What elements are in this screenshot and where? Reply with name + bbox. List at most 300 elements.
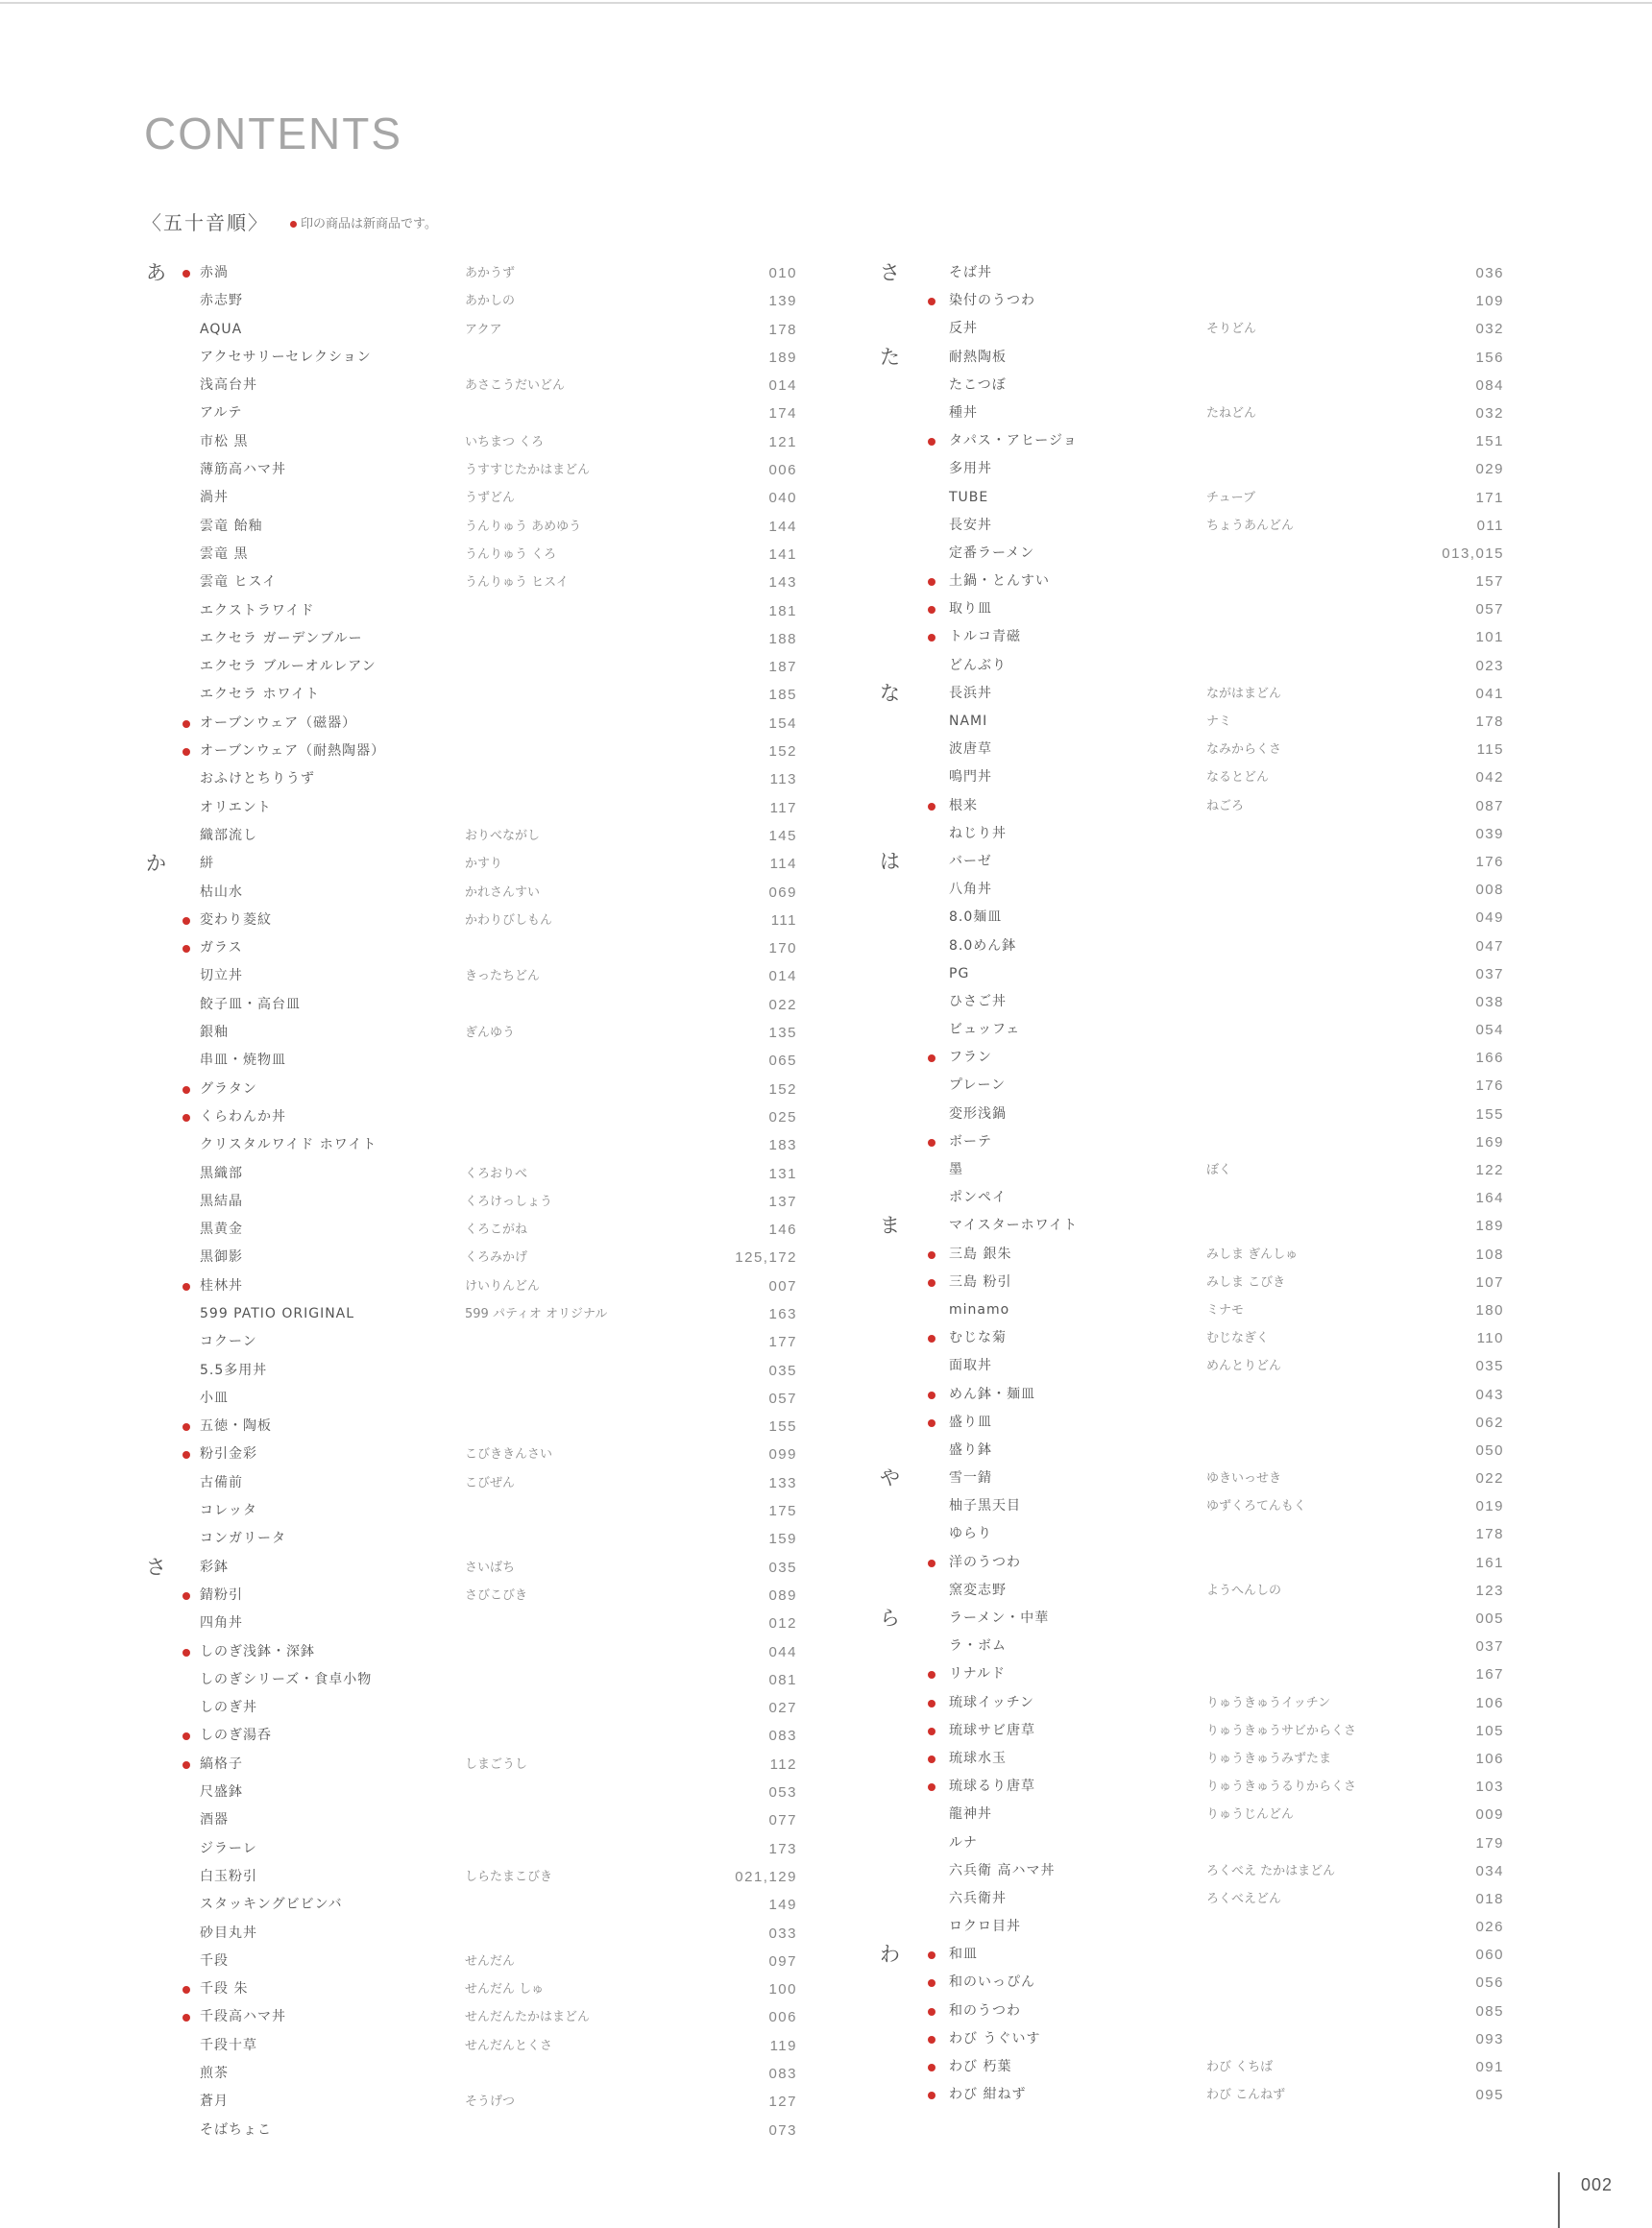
index-entry — [142, 1328, 814, 1356]
index-entry — [876, 1072, 1518, 1100]
entry-name: アルテ — [200, 405, 243, 422]
entry-name: 六兵衛 高ハマ丼 — [949, 1862, 1056, 1878]
index-entry — [142, 738, 814, 765]
new-item-dot-icon — [928, 1139, 935, 1147]
entry-page-number: 057 — [1475, 601, 1504, 618]
entry-name: 白玉粉引 — [200, 1868, 257, 1884]
entry-name: 反丼 — [949, 321, 978, 337]
entry-page-number: 137 — [768, 1193, 797, 1210]
entry-reading: あかうず — [465, 266, 516, 280]
entry-page-number: 021,129 — [735, 1868, 797, 1885]
index-entry — [876, 1465, 1518, 1492]
entry-page-number: 010 — [768, 265, 797, 281]
entry-page-number: 146 — [768, 1222, 797, 1239]
entry-name: 銀釉 — [200, 1025, 229, 1041]
entry-reading: きったちどん — [465, 969, 541, 984]
entry-name: スタッキングビビンバ — [200, 1897, 343, 1913]
new-item-dot-icon — [182, 1086, 190, 1094]
index-entry — [876, 315, 1518, 343]
entry-name: 八角丼 — [949, 882, 992, 898]
entry-page-number: 127 — [768, 2094, 797, 2111]
index-entry — [142, 428, 814, 456]
entry-name: オーブンウェア（耐熱陶器） — [200, 743, 386, 760]
kana-section-heading: わ — [880, 1943, 900, 1967]
entry-name: むじな菊 — [949, 1330, 1007, 1346]
entry-page-number: 099 — [768, 1446, 797, 1464]
entry-page-number: 037 — [1475, 965, 1504, 982]
entry-page-number: 159 — [768, 1531, 797, 1548]
entry-name: エクセラ ホワイト — [200, 687, 321, 703]
entry-name: プレーン — [949, 1078, 1007, 1094]
entry-reading: ねごろ — [1206, 798, 1245, 813]
entry-page-number: 081 — [768, 1671, 797, 1688]
entry-page-number: 113 — [769, 771, 797, 788]
entry-name: 薄筋高ハマ丼 — [200, 462, 286, 478]
entry-name: 千段 朱 — [200, 1981, 249, 1998]
index-entry — [876, 455, 1518, 483]
entry-page-number: 144 — [768, 518, 797, 535]
entry-name: 取り皿 — [949, 601, 992, 618]
entry-page-number: 163 — [768, 1305, 797, 1322]
entry-page-number: 152 — [768, 1080, 797, 1098]
entry-page-number: 155 — [1475, 1105, 1504, 1123]
new-item-dot-icon — [928, 1054, 935, 1062]
entry-name: 柚子黒天目 — [949, 1498, 1021, 1514]
page-title: CONTENTS — [144, 109, 402, 158]
entry-name: 黒黄金 — [200, 1222, 243, 1238]
index-entry — [142, 259, 814, 287]
kana-section-heading: さ — [146, 1555, 166, 1579]
entry-page-number: 006 — [768, 462, 797, 479]
entry-reading: そうげつ — [465, 2095, 516, 2110]
entry-page-number: 125,172 — [735, 1249, 797, 1267]
entry-name: 千段十草 — [200, 2037, 257, 2053]
entry-reading: おりべながし — [465, 828, 541, 843]
entry-reading: こびききんさい — [465, 1447, 553, 1463]
entry-page-number: 044 — [768, 1643, 797, 1660]
entry-name: トルコ青磁 — [949, 629, 1021, 645]
entry-page-number: 189 — [1475, 1218, 1504, 1235]
kana-section-heading: あ — [146, 261, 166, 284]
index-entry — [876, 876, 1518, 904]
index-entry — [142, 1300, 814, 1328]
entry-name: ラーメン・中華 — [949, 1610, 1050, 1626]
entry-page-number: 022 — [768, 996, 797, 1013]
entry-page-number: 185 — [768, 687, 797, 704]
entry-page-number: 014 — [768, 968, 797, 985]
entry-page-number: 035 — [768, 1559, 797, 1576]
index-entry — [876, 287, 1518, 315]
entry-name: 変形浅鍋 — [949, 1105, 1007, 1122]
new-item-dot-icon — [928, 1783, 935, 1791]
entry-reading: くろおりべ — [465, 1166, 528, 1181]
index-entry — [876, 960, 1518, 988]
entry-page-number: 155 — [768, 1418, 797, 1436]
entry-name: エクセラ ブルーオルレアン — [200, 659, 377, 675]
entry-reading: さいばち — [465, 1560, 516, 1575]
index-entry — [876, 1773, 1518, 1801]
entry-name: 蒼月 — [200, 2094, 229, 2110]
index-entry — [142, 1469, 814, 1497]
index-column-left — [142, 259, 814, 2144]
index-entry — [876, 1660, 1518, 1688]
index-entry — [876, 1492, 1518, 1520]
index-entry — [876, 820, 1518, 848]
index-entry — [876, 1885, 1518, 1913]
entry-page-number: 023 — [1475, 657, 1504, 674]
entry-reading: ようへんしの — [1206, 1583, 1282, 1598]
new-item-dot-icon — [182, 1451, 190, 1459]
entry-page-number: 109 — [1475, 293, 1504, 310]
index-entry — [876, 988, 1518, 1016]
entry-page-number: 179 — [1475, 1834, 1504, 1852]
new-item-dot-icon — [928, 2092, 935, 2099]
entry-page-number: 057 — [768, 1390, 797, 1407]
entry-name: フラン — [949, 1050, 992, 1066]
index-entry — [876, 1941, 1518, 1969]
index-entry — [876, 1101, 1518, 1128]
index-entry — [876, 2053, 1518, 2081]
entry-page-number: 107 — [1475, 1273, 1504, 1291]
index-entry — [876, 1241, 1518, 1269]
entry-name: 渦丼 — [200, 490, 229, 506]
index-entry — [876, 1717, 1518, 1745]
kana-section-heading: ま — [880, 1214, 900, 1238]
entry-page-number: 084 — [1475, 376, 1504, 394]
index-entry — [876, 1044, 1518, 1072]
index-entry — [142, 1131, 814, 1159]
entry-name: NAMI — [949, 714, 988, 729]
entry-page-number: 101 — [1475, 629, 1504, 646]
index-entry — [142, 653, 814, 681]
entry-page-number: 178 — [768, 321, 797, 338]
new-item-dot-icon — [928, 2036, 935, 2044]
entry-page-number: 012 — [768, 1615, 797, 1633]
entry-name: オーブンウェア（磁器） — [200, 714, 357, 731]
entry-name: AQUA — [200, 321, 243, 337]
index-entry — [142, 934, 814, 962]
entry-name: 枯山水 — [200, 884, 243, 900]
entry-name: 三島 銀朱 — [949, 1246, 1012, 1262]
entry-reading: うずどん — [465, 491, 516, 506]
entry-reading: ゆずくろてんもく — [1206, 1499, 1306, 1514]
entry-name: しのぎ浅鉢・深鉢 — [200, 1643, 315, 1659]
entry-name: 錆粉引 — [200, 1586, 243, 1603]
index-entry — [142, 1525, 814, 1553]
entry-name: 四角丼 — [200, 1615, 243, 1632]
entry-reading: くろみかげ — [465, 1250, 528, 1266]
index-entry — [876, 2025, 1518, 2053]
entry-page-number: 005 — [1475, 1610, 1504, 1627]
index-entry — [142, 2117, 814, 2144]
entry-page-number: 141 — [768, 545, 797, 563]
entry-name: 琉球水玉 — [949, 1750, 1007, 1766]
entry-name: 千段高ハマ丼 — [200, 2009, 286, 2025]
index-entry — [876, 2081, 1518, 2109]
index-entry — [876, 427, 1518, 455]
entry-name: わび 朽葉 — [949, 2059, 1012, 2074]
entry-name: ジラーレ — [200, 1840, 257, 1856]
new-item-dot-icon — [182, 720, 190, 728]
index-entry — [876, 484, 1518, 512]
index-entry — [142, 1076, 814, 1103]
entry-name: 定番ラーメン — [949, 545, 1035, 561]
entry-reading: うんりゅう ヒスイ — [465, 575, 569, 591]
index-entry — [876, 680, 1518, 708]
index-entry — [876, 1633, 1518, 1660]
index-entry — [142, 1751, 814, 1779]
index-subtitle — [142, 207, 269, 235]
entry-reading: かわりびしもん — [465, 912, 553, 928]
entry-page-number: 014 — [768, 377, 797, 395]
index-entry — [876, 1156, 1518, 1184]
entry-name: オリエント — [200, 799, 272, 815]
entry-name: わび うぐいす — [949, 2030, 1041, 2046]
entry-name: 五徳・陶板 — [200, 1418, 272, 1435]
kana-section-heading: さ — [880, 261, 900, 284]
entry-name: minamo — [949, 1301, 1010, 1318]
entry-reading: せんだん しゅ — [465, 1982, 545, 1998]
entry-page-number: 154 — [768, 714, 797, 732]
entry-name: 雲竜 黒 — [200, 545, 249, 562]
index-entry — [142, 1582, 814, 1610]
entry-reading: 599 パティオ オリジナル — [465, 1306, 608, 1321]
new-item-dot-icon — [928, 2064, 935, 2071]
entry-page-number: 043 — [1475, 1386, 1504, 1403]
new-item-dot-icon — [928, 1951, 935, 1959]
entry-page-number: 049 — [1475, 909, 1504, 927]
entry-page-number: 171 — [1475, 489, 1504, 506]
kana-section-heading: た — [880, 345, 900, 369]
entry-page-number: 151 — [1475, 433, 1504, 450]
entry-page-number: 054 — [1475, 1022, 1504, 1039]
entry-name: ひさご丼 — [949, 993, 1007, 1009]
new-item-dot-icon — [182, 2014, 190, 2022]
entry-page-number: 040 — [768, 490, 797, 507]
entry-page-number: 060 — [1475, 1947, 1504, 1964]
entry-page-number: 170 — [768, 940, 797, 957]
entry-reading: あさこうだいどん — [465, 378, 566, 394]
entry-reading: りゅうきゅうるりからくさ — [1206, 1780, 1357, 1795]
entry-name: しのぎシリーズ・食卓小物 — [200, 1671, 373, 1687]
entry-page-number: 025 — [768, 1108, 797, 1126]
entry-page-number: 038 — [1475, 993, 1504, 1010]
entry-page-number: 032 — [1475, 404, 1504, 422]
new-item-dot-icon — [928, 298, 935, 305]
entry-page-number: 169 — [1475, 1133, 1504, 1150]
new-item-dot-icon — [928, 1700, 935, 1707]
entry-page-number: 180 — [1475, 1301, 1504, 1319]
index-entry — [876, 1689, 1518, 1717]
index-entry — [142, 1103, 814, 1131]
new-item-dot-icon — [182, 1986, 190, 1994]
entry-page-number: 100 — [768, 1981, 797, 1998]
entry-page-number: 122 — [1475, 1162, 1504, 1178]
new-item-dot-icon — [928, 1392, 935, 1399]
entry-name: 盛り鉢 — [949, 1441, 992, 1458]
entry-reading: ゆきいっせき — [1206, 1471, 1282, 1487]
entry-reading: りゅうきゅうみずたま — [1206, 1751, 1332, 1766]
new-item-dot-icon — [928, 634, 935, 642]
entry-name: 面取丼 — [949, 1358, 992, 1374]
entry-page-number: 111 — [770, 911, 797, 929]
entry-page-number: 050 — [1475, 1441, 1504, 1459]
index-entry — [142, 1694, 814, 1722]
index-entry — [876, 595, 1518, 623]
entry-name: 根来 — [949, 797, 978, 813]
entry-name: 長安丼 — [949, 517, 992, 533]
index-subtitle-text: 〈五十音順〉 — [142, 211, 269, 234]
entry-name: わび 紺ねず — [949, 2087, 1027, 2103]
entry-name: 雲竜 ヒスイ — [200, 574, 278, 591]
entry-page-number: 085 — [1475, 2002, 1504, 2020]
entry-name: 鳴門丼 — [949, 769, 992, 786]
index-entry — [876, 1437, 1518, 1465]
entry-name: 599 PATIO ORIGINAL — [200, 1305, 355, 1321]
kana-section-heading: や — [880, 1466, 900, 1490]
new-item-dot-icon — [928, 1979, 935, 1987]
entry-reading: チューブ — [1206, 490, 1255, 505]
index-entry — [876, 1352, 1518, 1380]
entry-page-number: 018 — [1475, 1890, 1504, 1907]
entry-name: 織部流し — [200, 827, 257, 843]
index-entry — [142, 1441, 814, 1468]
entry-page-number: 152 — [768, 743, 797, 761]
entry-reading: ちょうあんどん — [1206, 518, 1295, 533]
entry-name: しのぎ湯呑 — [200, 1728, 272, 1744]
kana-section-heading: は — [880, 849, 900, 873]
entry-page-number: 009 — [1475, 1806, 1504, 1824]
entry-page-number: 036 — [1475, 265, 1504, 281]
index-entry — [142, 1666, 814, 1694]
entry-reading: わび こんねず — [1206, 2088, 1286, 2103]
entry-reading: みしま こびき — [1206, 1274, 1286, 1290]
entry-reading: ナミ — [1206, 714, 1232, 729]
entry-page-number: 083 — [768, 2066, 797, 2082]
entry-reading: そりどん — [1206, 322, 1257, 337]
entry-name: 種丼 — [949, 404, 978, 421]
entry-page-number: 041 — [1475, 685, 1504, 702]
new-item-dot-icon — [928, 1335, 935, 1343]
entry-page-number: 026 — [1475, 1919, 1504, 1936]
new-item-dot-icon — [928, 803, 935, 811]
new-item-dot-icon — [182, 1649, 190, 1657]
index-entry — [876, 1969, 1518, 1997]
entry-name: 盛り皿 — [949, 1414, 992, 1430]
entry-page-number: 097 — [768, 1952, 797, 1970]
entry-page-number: 161 — [1475, 1554, 1504, 1571]
index-entry — [142, 1891, 814, 1919]
index-entry — [142, 2032, 814, 2060]
entry-reading: くろこがね — [465, 1223, 528, 1238]
kana-section-heading: ら — [880, 1607, 900, 1630]
entry-reading: ぎんゆう — [465, 1026, 516, 1041]
index-entry — [876, 1269, 1518, 1296]
index-entry — [142, 569, 814, 596]
entry-page-number: 178 — [1475, 1526, 1504, 1543]
index-entry — [876, 1605, 1518, 1633]
entry-name: 変わり菱紋 — [200, 911, 272, 928]
entry-page-number: 156 — [1475, 349, 1504, 366]
page-number: 002 — [1558, 2172, 1652, 2228]
new-item-dot-icon — [928, 606, 935, 614]
new-item-dot-icon — [928, 578, 935, 586]
entry-reading: かれさんすい — [465, 884, 541, 900]
new-item-dot-icon — [928, 1728, 935, 1735]
entry-page-number: 164 — [1475, 1190, 1504, 1207]
entry-page-number: 115 — [1476, 741, 1504, 759]
entry-name: クリスタルワイド ホワイト — [200, 1137, 377, 1153]
entry-name: リナルド — [949, 1666, 1007, 1683]
entry-name: 耐熱陶板 — [949, 349, 1007, 365]
index-entry — [142, 1272, 814, 1300]
entry-page-number: 108 — [1475, 1246, 1504, 1263]
entry-page-number: 123 — [1475, 1582, 1504, 1599]
index-entry — [142, 372, 814, 400]
legend-text: 印の商品は新商品です。 — [301, 217, 437, 231]
entry-page-number: 105 — [1475, 1722, 1504, 1739]
entry-page-number: 106 — [1475, 1694, 1504, 1711]
new-item-dot-icon — [928, 1279, 935, 1287]
entry-page-number: 035 — [768, 1362, 797, 1379]
index-entry — [142, 1948, 814, 1975]
entry-name: どんぶり — [949, 657, 1007, 673]
entry-name: ルナ — [949, 1834, 978, 1851]
entry-name: エクセラ ガーデンブルー — [200, 630, 363, 646]
entry-reading: ろくべえ たかはまどん — [1206, 1863, 1336, 1878]
index-entry — [142, 287, 814, 315]
entry-name: ねじり丼 — [949, 825, 1007, 841]
entry-name: 琉球サビ唐草 — [949, 1722, 1035, 1738]
index-entry — [142, 1385, 814, 1413]
entry-reading: わび くちば — [1206, 2060, 1274, 2074]
index-entry — [142, 907, 814, 934]
entry-name: 8.0麺皿 — [949, 909, 1003, 926]
entry-page-number: 188 — [768, 630, 797, 647]
entry-page-number: 035 — [1475, 1358, 1504, 1375]
entry-page-number: 073 — [768, 2121, 797, 2139]
kana-section-heading: な — [880, 681, 900, 705]
entry-page-number: 178 — [1475, 714, 1504, 730]
entry-name: 六兵衛丼 — [949, 1890, 1007, 1906]
index-entry — [142, 1920, 814, 1948]
index-entry — [142, 962, 814, 990]
entry-name: ラ・ボム — [949, 1638, 1007, 1655]
entry-page-number: 145 — [768, 827, 797, 844]
index-entry — [142, 456, 814, 484]
entry-name: 千段 — [200, 1952, 229, 1969]
index-entry — [876, 1520, 1518, 1548]
entry-name: 串皿・焼物皿 — [200, 1053, 286, 1069]
kana-section-heading: か — [146, 852, 166, 876]
index-entry — [142, 1806, 814, 1834]
entry-page-number: 011 — [1476, 517, 1504, 534]
entry-name: 三島 粉引 — [949, 1273, 1012, 1290]
entry-page-number: 103 — [1475, 1779, 1504, 1796]
new-item-dot-icon — [928, 1419, 935, 1427]
entry-page-number: 029 — [1475, 461, 1504, 478]
entry-page-number: 173 — [768, 1840, 797, 1857]
new-item-dot-icon — [928, 2008, 935, 2016]
index-entry — [142, 1722, 814, 1750]
entry-name: コレッタ — [200, 1503, 257, 1519]
index-entry — [142, 2060, 814, 2088]
index-entry — [876, 1998, 1518, 2025]
entry-reading: ぼく — [1206, 1163, 1232, 1177]
index-entry — [142, 1610, 814, 1637]
index-entry — [876, 1913, 1518, 1941]
entry-reading: かすり — [465, 857, 503, 872]
